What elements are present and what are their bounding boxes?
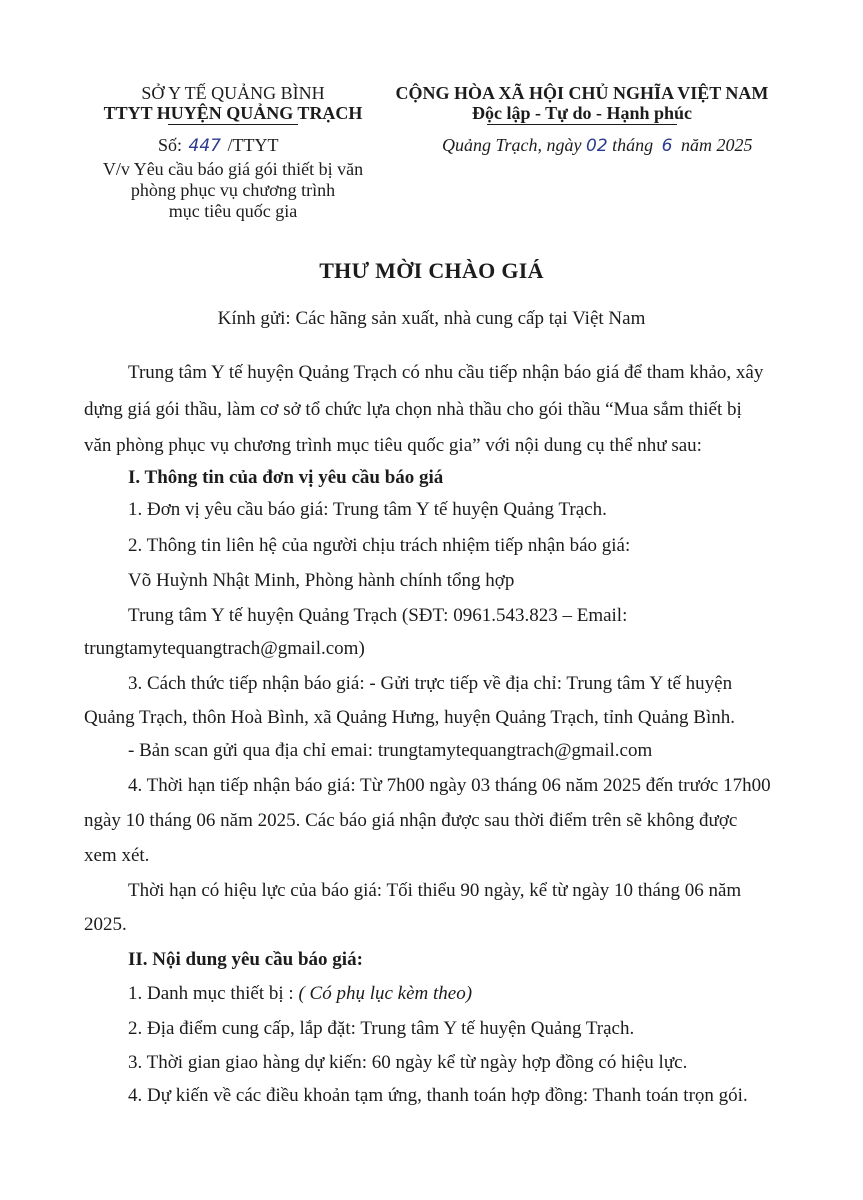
- date-place: Quảng Trạch, ngày: [442, 135, 582, 155]
- contact-email-line: trungtamytequangtrach@gmail.com): [84, 638, 365, 659]
- intro-line-2: dựng giá gói thầu, làm cơ sở tổ chức lựa chọn nhà thầu cho gói thầu “Mua sắm thiết bị: [84, 399, 742, 420]
- section-1-item-4-end: xem xét.: [84, 845, 150, 866]
- subject-line-2: phòng phục vụ chương trình: [130, 180, 336, 200]
- number-handwritten: 447: [188, 136, 221, 156]
- document-number: [158, 134, 278, 157]
- section-1-item-3: 3. Cách thức tiếp nhận báo giá: - Gửi trực tiếp về địa chỉ: Trung tâm Y tế huyện: [128, 673, 733, 694]
- subject-line-3: mục tiêu quốc gia: [168, 201, 298, 221]
- section-2-item-3: 3. Thời gian giao hàng dự kiến: 60 ngày kể từ ngày hợp đồng có hiệu lực.: [128, 1052, 688, 1073]
- motto-underline: [487, 124, 677, 125]
- contact-person: Võ Huỳnh Nhật Minh, Phòng hành chính tổng hợp: [128, 570, 515, 591]
- section-2-item-4: 4. Dự kiến về các điều khoản tạm ứng, thanh toán hợp đồng: Thanh toán trọn gói.: [128, 1085, 748, 1106]
- section-1-item-3-address: Quảng Trạch, thôn Hoà Bình, xã Quảng Hưng, huyện Quảng Trạch, tỉnh Quảng Bình.: [84, 707, 735, 728]
- validity-year: 2025.: [84, 914, 127, 935]
- subject-line-1: V/v Yêu cầu báo giá gói thiết bị văn: [102, 159, 364, 179]
- date-day-handwritten: 02: [586, 136, 608, 156]
- section-2-item-1-label: 1. Danh mục thiết bị :: [128, 983, 294, 1004]
- intro-line-1: Trung tâm Y tế huyện Quảng Trạch có nhu cầu tiếp nhận báo giá để tham khảo, xây: [128, 362, 764, 383]
- nation-title: CỘNG HÒA XÃ HỘI CHỦ NGHĨA VIỆT NAM: [395, 83, 769, 103]
- section-2-item-1: [128, 983, 472, 1005]
- date-month-handwritten: 6: [661, 136, 673, 156]
- section-1-item-4: 4. Thời hạn tiếp nhận báo giá: Từ 7h00 ngày 03 tháng 06 năm 2025 đến trước 17h00: [128, 775, 771, 796]
- national-motto: Độc lập - Tự do - Hạnh phúc: [471, 103, 693, 123]
- section-1-item-1: 1. Đơn vị yêu cầu báo giá: Trung tâm Y tế huyện Quảng Trạch.: [128, 499, 607, 520]
- date-line: [442, 134, 752, 157]
- section-2-item-2: 2. Địa điểm cung cấp, lắp đặt: Trung tâm Y tế huyện Quảng Trạch.: [128, 1018, 635, 1039]
- validity-line: Thời hạn có hiệu lực của báo giá: Tối thiểu 90 ngày, kể từ ngày 10 tháng 06 năm: [128, 880, 742, 901]
- date-month-label: tháng: [612, 135, 654, 155]
- document-title: THƯ MỜI CHÀO GIÁ: [319, 258, 544, 283]
- section-1-item-4-cont: ngày 10 tháng 06 năm 2025. Các báo giá nhận được sau thời điểm trên sẽ không được: [84, 810, 738, 831]
- section-1-heading: I. Thông tin của đơn vị yêu cầu báo giá: [128, 467, 444, 488]
- unit-name: TTYT HUYỆN QUẢNG TRẠCH: [103, 103, 363, 123]
- agency-name: SỞ Y TẾ QUẢNG BÌNH: [141, 83, 325, 103]
- contact-phone-line: Trung tâm Y tế huyện Quảng Trạch (SĐT: 0961.543.823 – Email:: [128, 605, 628, 626]
- addressee: Kính gửi: Các hãng sản xuất, nhà cung cấp tại Việt Nam: [217, 308, 646, 329]
- appendix-note: ( Có phụ lục kèm theo): [298, 983, 473, 1004]
- intro-line-3: văn phòng phục vụ chương trình mục tiêu quốc gia” với nội dung cụ thể như sau:: [84, 435, 702, 456]
- number-suffix: /TTYT: [227, 135, 279, 155]
- section-1-item-3-scan: - Bản scan gửi qua địa chỉ emai: trungtamytequangtrach@gmail.com: [128, 740, 653, 761]
- number-prefix: Số:: [158, 135, 183, 155]
- unit-underline: [168, 124, 298, 125]
- section-2-heading: II. Nội dung yêu cầu báo giá:: [128, 949, 363, 970]
- section-1-item-2: 2. Thông tin liên hệ của người chịu trách nhiệm tiếp nhận báo giá:: [128, 535, 631, 556]
- date-year: năm 2025: [680, 135, 753, 155]
